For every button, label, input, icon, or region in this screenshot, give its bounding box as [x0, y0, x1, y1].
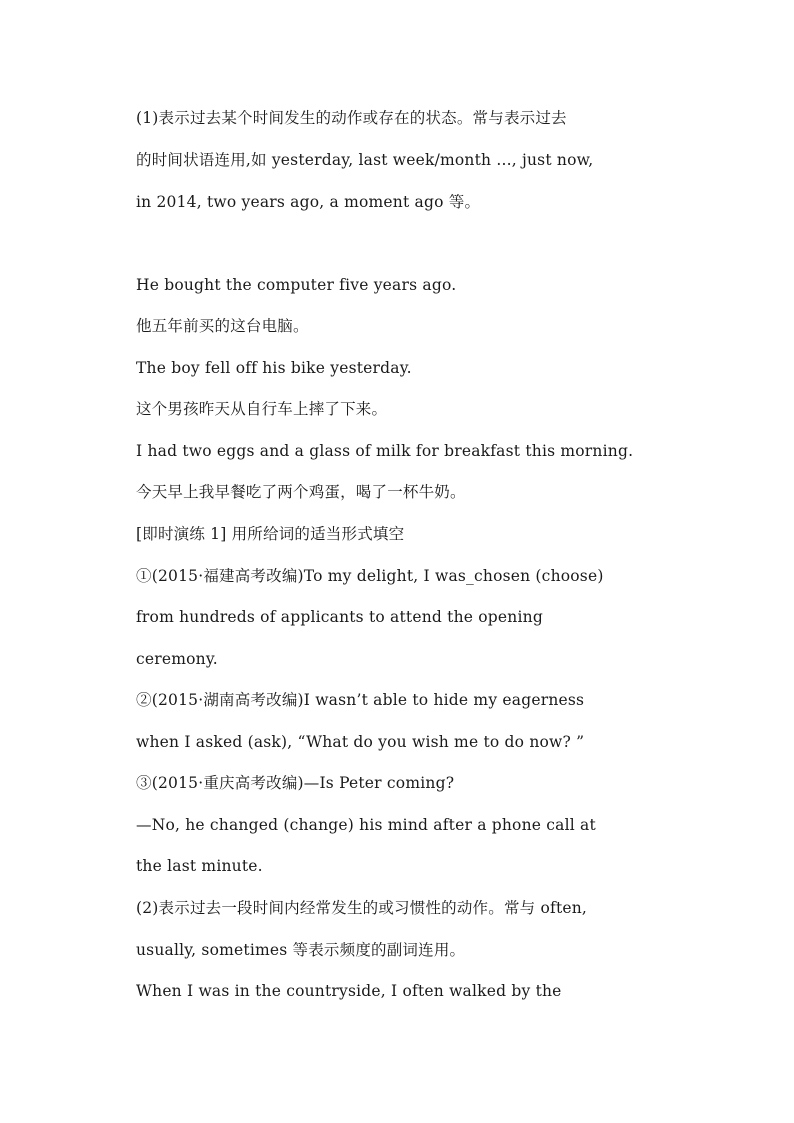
- example-sentence-en-2: The boy fell off his bike yesterday.: [136, 359, 412, 377]
- exercise-heading: [即时演练 1] 用所给词的适当形式填空: [136, 525, 405, 543]
- paragraph-2-line-2: usually, sometimes 等表示频度的副词连用。: [136, 941, 466, 959]
- exercise-item-2-line-2: when I asked (ask), “What do you wish me to do now? ”: [136, 733, 585, 751]
- example-sentence-en-1: He bought the computer five years ago.: [136, 276, 457, 294]
- example-sentence-zh-2: 这个男孩昨天从自行车上摔了下来。: [136, 400, 388, 418]
- example-sentence-en-4: When I was in the countryside, I often walked by the: [136, 982, 562, 1000]
- paragraph-line-2: 的时间状语连用,如 yesterday, last week/month ..., just now,: [136, 151, 594, 169]
- example-sentence-zh-1: 他五年前买的这台电脑。: [136, 317, 309, 335]
- example-sentence-en-3: I had two eggs and a glass of milk for breakfast this morning.: [136, 442, 634, 460]
- example-sentence-zh-3: 今天早上我早餐吃了两个鸡蛋，喝了一杯牛奶。: [136, 483, 466, 501]
- exercise-item-3-line-3: the last minute.: [136, 857, 263, 875]
- exercise-item-2-line-1: ②(2015·湖南高考改编)I wasn’t able to hide my eagerness: [136, 691, 585, 709]
- exercise-item-1-line-1: ①(2015·福建高考改编)To my delight, I was_chosen (choose): [136, 567, 604, 585]
- paragraph-2-line-1: (2)表示过去一段时间内经常发生的或习惯性的动作。常与 often,: [136, 899, 588, 917]
- exercise-item-1-line-3: ceremony.: [136, 650, 218, 668]
- exercise-item-1-line-2: from hundreds of applicants to attend the opening: [136, 608, 543, 626]
- paragraph-line-1: (1)表示过去某个时间发生的动作或存在的状态。常与表示过去: [136, 109, 567, 127]
- exercise-item-3-line-2: —No, he changed (change) his mind after a phone call at: [136, 816, 596, 834]
- paragraph-line-3: in 2014, two years ago, a moment ago 等。: [136, 193, 481, 211]
- exercise-item-3-line-1: ③(2015·重庆高考改编)—Is Peter coming?: [136, 774, 455, 792]
